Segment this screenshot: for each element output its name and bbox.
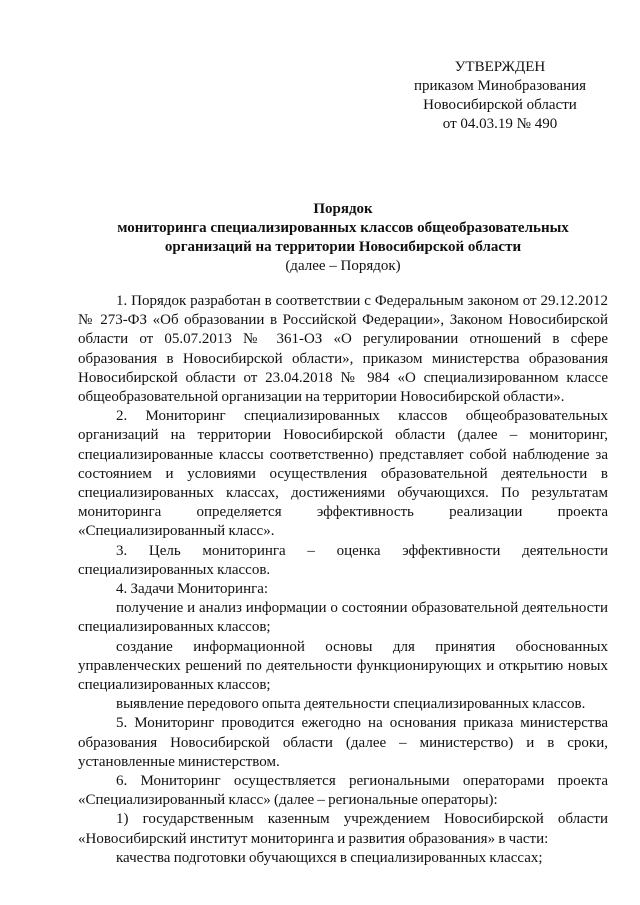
paragraph-4: 4. Задачи Мониторинга: [116,581,269,598]
paragraph-4-item-1: получение и анализ информации о состоянии образовательной деятельности специализированных классов; [78,600,608,636]
document-subtitle-line2: организаций на территории Новосибирской области [164,239,522,255]
paragraph-4-item-2: создание информационной основы для принятия обоснованных управленческих решений по деятельности функционирующих и открытию новых специализированных классов; [78,638,608,694]
paragraph-6-item-1-sub-1: качества подготовки обучающихся в специализированных классах; [116,849,543,866]
paragraph-1: 1. Порядок разработан в соответствии с Федеральным законом от 29.12.2012 № 273-ФЗ «Об образовании в Российской Федерации», Законом Новосибирской области от 05.07.2013 № 361-ОЗ «О регулировании отношений в сфере образования в Новосибирской области», приказом министерства образования Новосибирской области от 23.04.2018 № 984 «О специализированном классе общеобразовательной организации на территории Новосибирской области». [78,293,608,406]
document-title: Порядок [313,201,373,217]
approval-region-line: Новосибирской области [423,97,577,113]
paragraph-6-item-1: 1) государственным казенным учреждением Новосибирской области «Новосибирский институт мониторинга и развития образования» в части: [78,811,608,847]
approval-heading: УТВЕРЖДЕН [454,59,546,75]
paragraph-5: 5. Мониторинг проводится ежегодно на основания приказа министерства образования Новосибирской области (далее – министерство) и в сроки, установленные министерством. [78,715,608,770]
paragraph-4-item-3: выявление передового опыта деятельности специализированных классов. [116,696,586,713]
document-body [78,292,608,868]
paragraph-2: 2. Мониторинг специализированных классов общеобразовательных организаций на территории Новосибирской области (далее – мониторинг, специализированные классы соответственно) представляет собой наблюдение за состоянием и условиями осуществления образовательной деятельности в специализированных классах, достижениями обучающихся. По результатам мониторинга определяется эффективность реализации проекта «Специализированный класс». [78,408,608,540]
approval-date-line: от 04.03.19 № 490 [442,116,558,132]
approval-order-line: приказом Минобразования [413,78,587,94]
paragraph-6: 6. Мониторинг осуществляется региональными операторами проекта «Специализированный класс» (далее – региональные операторы): [78,773,608,809]
document-short-name: (далее – Порядок) [285,258,401,274]
document-title-block [78,200,608,276]
document-subtitle-line1: мониторинга специализированных классов общеобразовательных [117,220,569,236]
approval-stamp-block [400,58,600,134]
paragraph-3: 3. Цель мониторинга – оценка эффективности деятельности специализированных классов. [78,542,608,578]
